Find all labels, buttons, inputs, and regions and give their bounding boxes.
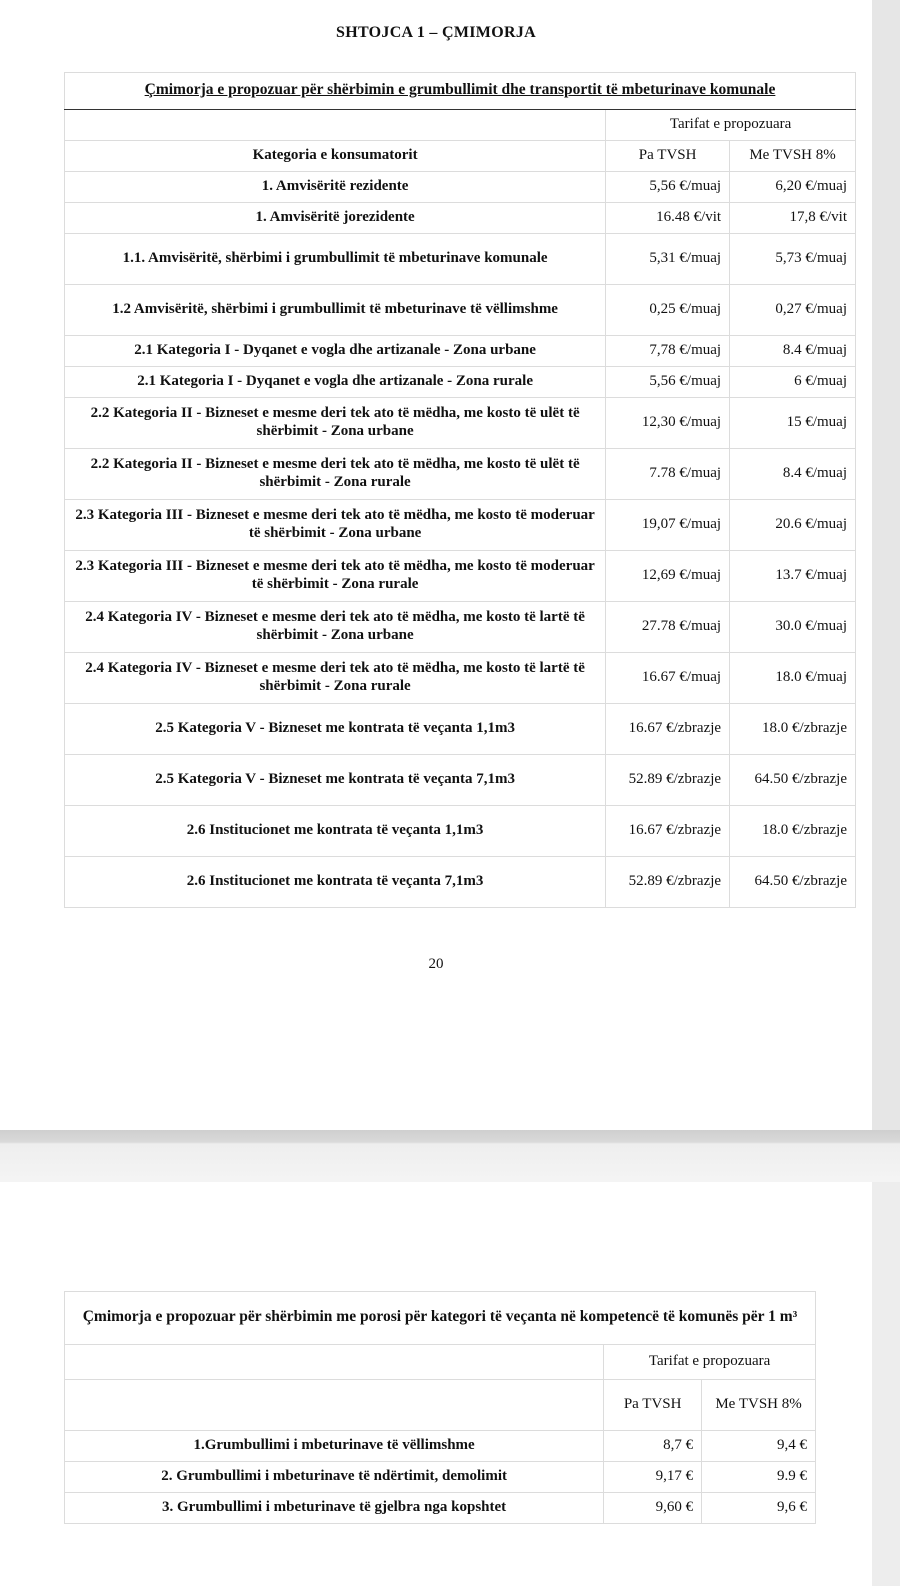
no-vat-cell: 16.48 €/vit [606,203,730,234]
header-spacer [65,110,606,141]
with-vat-cell: 8.4 €/muaj [730,336,856,367]
column-header-no-vat: Pa TVSH [606,141,730,172]
table-row [65,398,856,449]
with-vat-cell: 8.4 €/muaj [730,449,856,500]
category-cell: 2.5 Kategoria V - Bizneset me kontrata të veçanta 7,1m3 [65,755,606,806]
table-row [65,285,856,336]
no-vat-cell: 7,78 €/muaj [606,336,730,367]
table-row [65,1431,816,1462]
table-row [65,806,856,857]
group-header: Tarifat e propozuara [604,1345,816,1380]
category-cell: 2.4 Kategoria IV - Bizneset e mesme deri tek ato të mëdha, me kosto të lartë të shërbimit - Zona urbane [65,602,606,653]
with-vat-cell: 64.50 €/zbrazje [730,755,856,806]
page-edge [872,0,900,1145]
no-vat-cell: 5,56 €/muaj [606,172,730,203]
page-edge [872,1182,900,1586]
column-header-category: Kategoria e konsumatorit [65,141,606,172]
with-vat-cell: 30.0 €/muaj [730,602,856,653]
category-cell: 2.1 Kategoria I - Dyqanet e vogla dhe artizanale - Zona rurale [65,367,606,398]
category-cell: 2.3 Kategoria III - Bizneset e mesme deri tek ato të mëdha, me kosto të moderuar të shërbimit - Zona urbane [65,500,606,551]
pricing-table-special-services [64,1291,816,1524]
no-vat-cell: 19,07 €/muaj [606,500,730,551]
group-header: Tarifat e propozuara [606,110,856,141]
no-vat-cell: 5,56 €/muaj [606,367,730,398]
no-vat-cell: 9,17 € [604,1462,702,1493]
table-row [65,857,856,908]
table-row [65,1462,816,1493]
no-vat-cell: 8,7 € [604,1431,702,1462]
category-cell: 2.6 Institucionet me kontrata të veçanta 1,1m3 [65,806,606,857]
with-vat-cell: 9.9 € [702,1462,816,1493]
table-row [65,755,856,806]
table-row [65,234,856,285]
category-cell: 1. Amvisëritë jorezidente [65,203,606,234]
no-vat-cell: 16.67 €/zbrazje [606,704,730,755]
table-row [65,449,856,500]
no-vat-cell: 16.67 €/zbrazje [606,806,730,857]
category-cell: 1.1. Amvisëritë, shërbimi i grumbullimit të mbeturinave komunale [65,234,606,285]
with-vat-cell: 18.0 €/muaj [730,653,856,704]
no-vat-cell: 27.78 €/muaj [606,602,730,653]
with-vat-cell: 15 €/muaj [730,398,856,449]
category-cell: 2.1 Kategoria I - Dyqanet e vogla dhe artizanale - Zona urbane [65,336,606,367]
no-vat-cell: 0,25 €/muaj [606,285,730,336]
table-row [65,653,856,704]
category-cell: 2.2 Kategoria II - Bizneset e mesme deri tek ato të mëdha, me kosto të ulët të shërbimit - Zona rurale [65,449,606,500]
column-header-with-vat: Me TVSH 8% [730,141,856,172]
no-vat-cell: 12,30 €/muaj [606,398,730,449]
no-vat-cell: 5,31 €/muaj [606,234,730,285]
page-title: SHTOJCA 1 – ÇMIMORJA [336,24,536,41]
category-cell: 2. Grumbullimi i mbeturinave të ndërtimit, demolimit [65,1462,604,1493]
header-spacer [65,1380,604,1431]
table-row [65,203,856,234]
category-cell: 2.2 Kategoria II - Bizneset e mesme deri tek ato të mëdha, me kosto të ulët të shërbimit - Zona urbane [65,398,606,449]
table-caption: Çmimorja e propozuar për shërbimin me porosi për kategori të veçanta në kompetencë të komunës për 1 m³ [65,1292,816,1345]
with-vat-cell: 13.7 €/muaj [730,551,856,602]
table-caption: Çmimorja e propozuar për shërbimin e grumbullimit dhe transportit të mbeturinave komunale [65,73,856,110]
header-spacer [65,1345,604,1380]
no-vat-cell: 9,60 € [604,1493,702,1524]
table-row [65,367,856,398]
table-row [65,551,856,602]
page-separator [0,1130,900,1182]
with-vat-cell: 9,4 € [702,1431,816,1462]
category-cell: 3. Grumbullimi i mbeturinave të gjelbra nga kopshtet [65,1493,604,1524]
with-vat-cell: 18.0 €/zbrazje [730,806,856,857]
column-header-with-vat: Me TVSH 8% [702,1380,816,1431]
column-header-no-vat: Pa TVSH [604,1380,702,1431]
table-row [65,1493,816,1524]
no-vat-cell: 12,69 €/muaj [606,551,730,602]
with-vat-cell: 9,6 € [702,1493,816,1524]
pricing-table-waste-collection [64,72,856,908]
category-cell: 1.Grumbullimi i mbeturinave të vëllimshme [65,1431,604,1462]
table-row [65,602,856,653]
with-vat-cell: 20.6 €/muaj [730,500,856,551]
with-vat-cell: 64.50 €/zbrazje [730,857,856,908]
category-cell: 2.4 Kategoria IV - Bizneset e mesme deri tek ato të mëdha, me kosto të lartë të shërbimit - Zona rurale [65,653,606,704]
table-row [65,704,856,755]
category-cell: 1.2 Amvisëritë, shërbimi i grumbullimit të mbeturinave të vëllimshme [65,285,606,336]
with-vat-cell: 0,27 €/muaj [730,285,856,336]
table-row [65,336,856,367]
with-vat-cell: 17,8 €/vit [730,203,856,234]
category-cell: 2.5 Kategoria V - Bizneset me kontrata të veçanta 1,1m3 [65,704,606,755]
category-cell: 2.6 Institucionet me kontrata të veçanta 7,1m3 [65,857,606,908]
no-vat-cell: 7.78 €/muaj [606,449,730,500]
no-vat-cell: 52.89 €/zbrazje [606,857,730,908]
with-vat-cell: 6,20 €/muaj [730,172,856,203]
table-row [65,172,856,203]
category-cell: 1. Amvisëritë rezidente [65,172,606,203]
page-number: 20 [428,956,444,972]
no-vat-cell: 52.89 €/zbrazje [606,755,730,806]
with-vat-cell: 5,73 €/muaj [730,234,856,285]
no-vat-cell: 16.67 €/muaj [606,653,730,704]
table-row [65,500,856,551]
with-vat-cell: 6 €/muaj [730,367,856,398]
with-vat-cell: 18.0 €/zbrazje [730,704,856,755]
category-cell: 2.3 Kategoria III - Bizneset e mesme deri tek ato të mëdha, me kosto të moderuar të shërbimit - Zona rurale [65,551,606,602]
